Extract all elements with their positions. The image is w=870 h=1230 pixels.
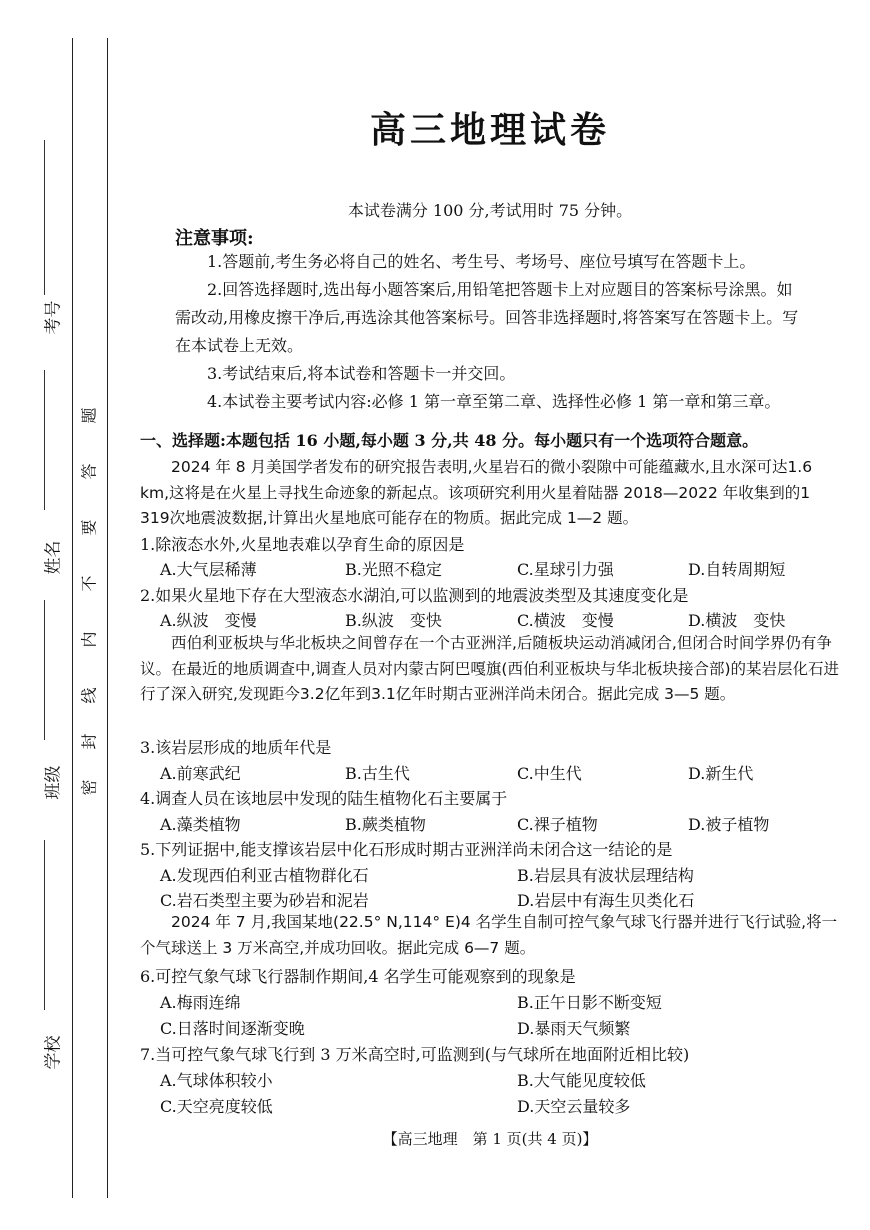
name-label: 姓名 — [43, 540, 64, 575]
notice-item: 3.考试结束后,将本试卷和答题卡一并交回。 — [207, 364, 516, 383]
passage-text: 西伯利亚板块与华北板块之间曾存在一个古亚洲洋,后随板块运动消减闭合,但闭合时间学界仍有争议。在最近的地质调查中,调查人员对内蒙古阿巴嘎旗(西伯利亚板块与华北板块接合部)的某岩层化石进行了深入研究,发现距今3.2亿年到3.1亿年时期古亚洲洋尚未闭合。据此完成 3—5 题。 — [140, 634, 840, 703]
option: A.梅雨连绵 — [160, 993, 241, 1012]
option: D.暴雨天气频繁 — [517, 1019, 631, 1038]
page-footer: 【高三地理 第 1 页(共 4 页)】 — [382, 1130, 598, 1148]
binding-margin — [0, 0, 130, 1230]
option: B.大气能见度较低 — [517, 1071, 646, 1090]
option: B.正午日影不断变短 — [517, 993, 662, 1012]
passage — [140, 455, 840, 532]
exam-number-label: 考号 — [43, 300, 64, 335]
class-label: 班级 — [43, 765, 64, 800]
question-stem: 5.下列证据中,能支撑该岩层中化石形成时期古亚洲洋尚未闭合这一结论的是 — [140, 840, 673, 859]
seal-char: 封 — [79, 733, 99, 750]
exam-info: 本试卷满分 100 分,考试用时 75 分钟。 — [347, 201, 633, 220]
school-field-line — [44, 840, 45, 1010]
question-stem: 4.调查人员在该地层中发现的陆生植物化石主要属于 — [140, 789, 508, 808]
question-stem: 3.该岩层形成的地质年代是 — [140, 738, 332, 757]
option: D.岩层中有海生贝类化石 — [517, 891, 695, 910]
notice-heading: 注意事项: — [175, 228, 254, 249]
passage — [140, 631, 840, 708]
class-field-line — [44, 600, 45, 740]
option: C.裸子植物 — [517, 815, 598, 834]
school-label: 学校 — [43, 1035, 64, 1070]
option: C.天空亮度较低 — [160, 1097, 273, 1116]
option: D.横波 变快 — [688, 611, 786, 630]
option: C.中生代 — [517, 764, 582, 783]
option: D.自转周期短 — [688, 560, 786, 579]
binding-line-outer — [72, 38, 73, 1198]
option: C.横波 变慢 — [517, 611, 614, 630]
option: B.岩层具有波状层理结构 — [517, 866, 694, 885]
option: C.岩石类型主要为砂岩和泥岩 — [160, 891, 369, 910]
binding-line-inner — [107, 38, 108, 1198]
question-stem: 1.除液态水外,火星地表难以孕育生命的原因是 — [140, 535, 465, 554]
option: D.被子植物 — [688, 815, 770, 834]
section-title: 一、选择题:本题包括 16 小题,每小题 3 分,共 48 分。每小题只有一个选项符合题意。 — [140, 431, 759, 450]
option: C.星球引力强 — [517, 560, 614, 579]
option: A.前寒武纪 — [160, 764, 241, 783]
passage-text: 2024 年 7 月,我国某地(22.5° N,114° E)4 名学生自制可控气象气球飞行器并进行飞行试验,将一个气球送上 3 万米高空,并成功回收。据此完成 6—7 题。 — [140, 913, 838, 957]
notice-item: 4.本试卷主要考试内容:必修 1 第一章至第二章、选择性必修 1 第一章和第三章。 — [207, 392, 781, 411]
seal-char: 内 — [79, 631, 99, 648]
passage-text: 2024 年 8 月美国学者发布的研究报告表明,火星岩石的微小裂隙中可能蕴藏水,且水深可达1.6 km,这将是在火星上寻找生命迹象的新起点。该项研究利用火星着陆器 2018—2022 年收集到的1 319次地震波数据,计算出火星地底可能存在的物质。据此完成 1—2 题。 — [140, 458, 813, 527]
question-stem: 6.可控气象气球飞行器制作期间,4 名学生可能观察到的现象是 — [140, 967, 576, 986]
seal-char: 不 — [79, 575, 99, 592]
option: D.天空云量较多 — [517, 1097, 631, 1116]
question-stem: 2.如果火星地下存在大型液态水湖泊,可以监测到的地震波类型及其速度变化是 — [140, 586, 689, 605]
seal-char: 题 — [79, 407, 99, 424]
option: B.纵波 变快 — [345, 611, 442, 630]
option: B.光照不稳定 — [345, 560, 442, 579]
option: A.藻类植物 — [160, 815, 241, 834]
page-title: 高三地理试卷 — [369, 109, 610, 151]
option: A.纵波 变慢 — [160, 611, 257, 630]
notice-item: 2.回答选择题时,选出每小题答案后,用铅笔把答题卡上对应题目的答案标号涂黑。如需改动,用橡皮擦干净后,再选涂其他答案标号。回答非选择题时,将答案写在答题卡上。写在本试卷上无效。 — [175, 280, 799, 355]
option: A.发现西伯利亚古植物群化石 — [160, 866, 369, 885]
seal-char: 密 — [79, 779, 99, 796]
seal-char: 答 — [79, 463, 99, 480]
option: B.古生代 — [345, 764, 410, 783]
passage — [140, 910, 840, 961]
seal-char: 要 — [79, 519, 99, 536]
notice-item: 1.答题前,考生务必将自己的姓名、考生号、考场号、座位号填写在答题卡上。 — [207, 252, 756, 271]
option: B.蕨类植物 — [345, 815, 426, 834]
option: C.日落时间逐渐变晚 — [160, 1019, 305, 1038]
name-field-line — [44, 370, 45, 510]
option: D.新生代 — [688, 764, 754, 783]
seal-char: 线 — [79, 687, 99, 704]
exam-number-field-line — [44, 140, 45, 295]
option: A.大气层稀薄 — [160, 560, 257, 579]
question-stem: 7.当可控气象气球飞行到 3 万米高空时,可监测到(与气球所在地面附近相比较) — [140, 1045, 690, 1064]
notice-list — [175, 248, 805, 416]
option: A.气球体积较小 — [160, 1071, 273, 1090]
